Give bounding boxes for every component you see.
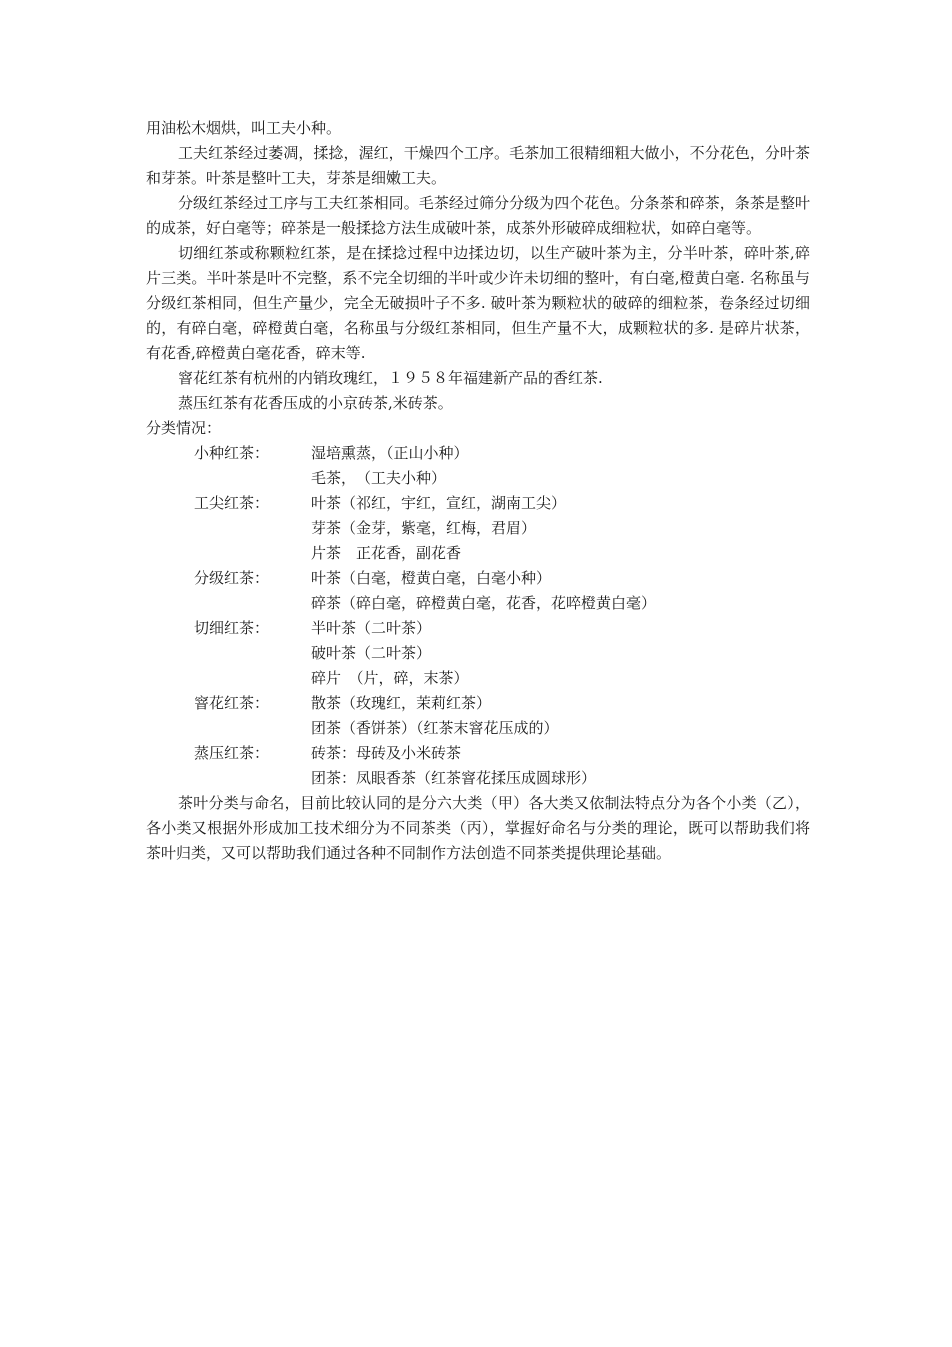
- category-label: [146, 591, 311, 616]
- paragraph: 切细红茶或称颗粒红茶，是在揉捻过程中边揉边切，以生产破叶茶为主，分半叶茶，碎叶茶,碎片三类。半叶茶是叶不完整，系不完全切细的半叶或少许未切细的整叶，有白毫,橙黄白毫. 名称虽与分级红茶相同，但生产量少，完全无破损叶子不多. 破叶茶为颗粒状的破碎的细粒茶，卷条经过切细的，有碎白毫，碎橙黄白毫，名称虽与分级红茶相同，但生产量不大，成颗粒状的多. 是碎片状茶，有花香,碎橙黄白毫花香，碎末等.: [146, 244, 810, 362]
- paragraph: 窨花红茶有杭州的内销玫瑰红，１９５８年福建新产品的香红茶.: [178, 369, 603, 387]
- category-item: 毛茶， （工夫小种）: [311, 469, 447, 487]
- category-item: 片茶 正花香，副花香: [311, 544, 462, 562]
- paragraph: 分级红茶经过工序与工夫红茶相同。毛茶经过筛分分级为四个花色。分条茶和碎茶，条茶是整叶的成茶，好白毫等；碎茶是一般揉捻方法生成破叶茶，成茶外形破碎成细粒状，如碎白毫等。: [146, 194, 810, 237]
- classification-row: [146, 641, 810, 666]
- category-label: [146, 466, 311, 491]
- category-label: [146, 516, 311, 541]
- category-item: 半叶茶（二叶茶）: [311, 619, 432, 637]
- category-label: [146, 541, 311, 566]
- category-item: 散茶（玫瑰红，茉莉红茶）: [311, 694, 492, 712]
- paragraph: 工夫红茶经过萎凋，揉捻，渥红，干燥四个工序。毛茶加工很精细粗大做小，不分花色，分叶茶和芽茶。叶茶是整叶工夫，芽茶是细嫩工夫。: [146, 144, 810, 187]
- category-item: 团茶（香饼茶）（红茶末窨花压成的）: [311, 719, 559, 737]
- category-label: [146, 666, 311, 691]
- paragraph: 蒸压红茶有花香压成的小京砖茶,米砖茶。: [178, 394, 453, 412]
- category-item: 芽茶（金芽，紫毫，红梅，君眉）: [311, 519, 537, 537]
- paragraph: 用油松木烟烘，叫工夫小种。: [146, 119, 342, 137]
- category-label: [146, 766, 311, 791]
- text-block: [146, 116, 810, 866]
- classification-row: [146, 616, 810, 641]
- classification-row: [146, 741, 810, 766]
- category-item: 碎片 （片，碎，末茶）: [311, 669, 469, 687]
- category-item: 破叶茶（二叶茶）: [311, 644, 432, 662]
- category-item: 湿培熏蒸，（正山小种）: [311, 444, 469, 462]
- category-item: 叶茶（祁红，宇红，宣红，湖南工尖）: [311, 494, 567, 512]
- category-label: 切细红茶：: [194, 619, 270, 637]
- category-label: 分级红茶：: [194, 569, 270, 587]
- classification-row: [146, 516, 810, 541]
- classification-row: [146, 466, 810, 491]
- classification-row: [146, 691, 810, 716]
- paragraph: 分类情况：: [146, 419, 222, 437]
- category-label: 蒸压红茶：: [194, 744, 270, 762]
- paragraph: 茶叶分类与命名，目前比较认同的是分六大类（甲）各大类又依制法特点分为各个小类（乙），各小类又根据外形成加工技术细分为不同茶类（丙），掌握好命名与分类的理论，既可以帮助我们将茶叶归类，又可以帮助我们通过各种不同制作方法创造不同茶类提供理论基础。: [146, 794, 810, 862]
- conclusion-paragraphs: [146, 791, 810, 866]
- classification-list: [146, 441, 810, 791]
- classification-row: [146, 666, 810, 691]
- category-label: 工尖红茶：: [194, 494, 270, 512]
- classification-row: [146, 441, 810, 466]
- classification-row: [146, 541, 810, 566]
- category-label: 窨花红茶：: [194, 694, 270, 712]
- classification-row: [146, 566, 810, 591]
- category-item: 砖茶：母砖及小米砖茶: [311, 744, 462, 762]
- category-item: 叶茶（白毫，橙黄白毫，白毫小种）: [311, 569, 552, 587]
- category-label: [146, 641, 311, 666]
- category-item: 碎茶（碎白毫，碎橙黄白毫，花香，花啐橙黄白毫）: [311, 594, 657, 612]
- category-label: [146, 716, 311, 741]
- classification-row: [146, 591, 810, 616]
- body-paragraphs: [146, 116, 810, 441]
- classification-row: [146, 491, 810, 516]
- category-label: 小种红茶：: [194, 444, 270, 462]
- category-item: 团茶：凤眼香茶（红茶窨花揉压成圆球形）: [311, 769, 597, 787]
- classification-row: [146, 766, 810, 791]
- classification-row: [146, 716, 810, 741]
